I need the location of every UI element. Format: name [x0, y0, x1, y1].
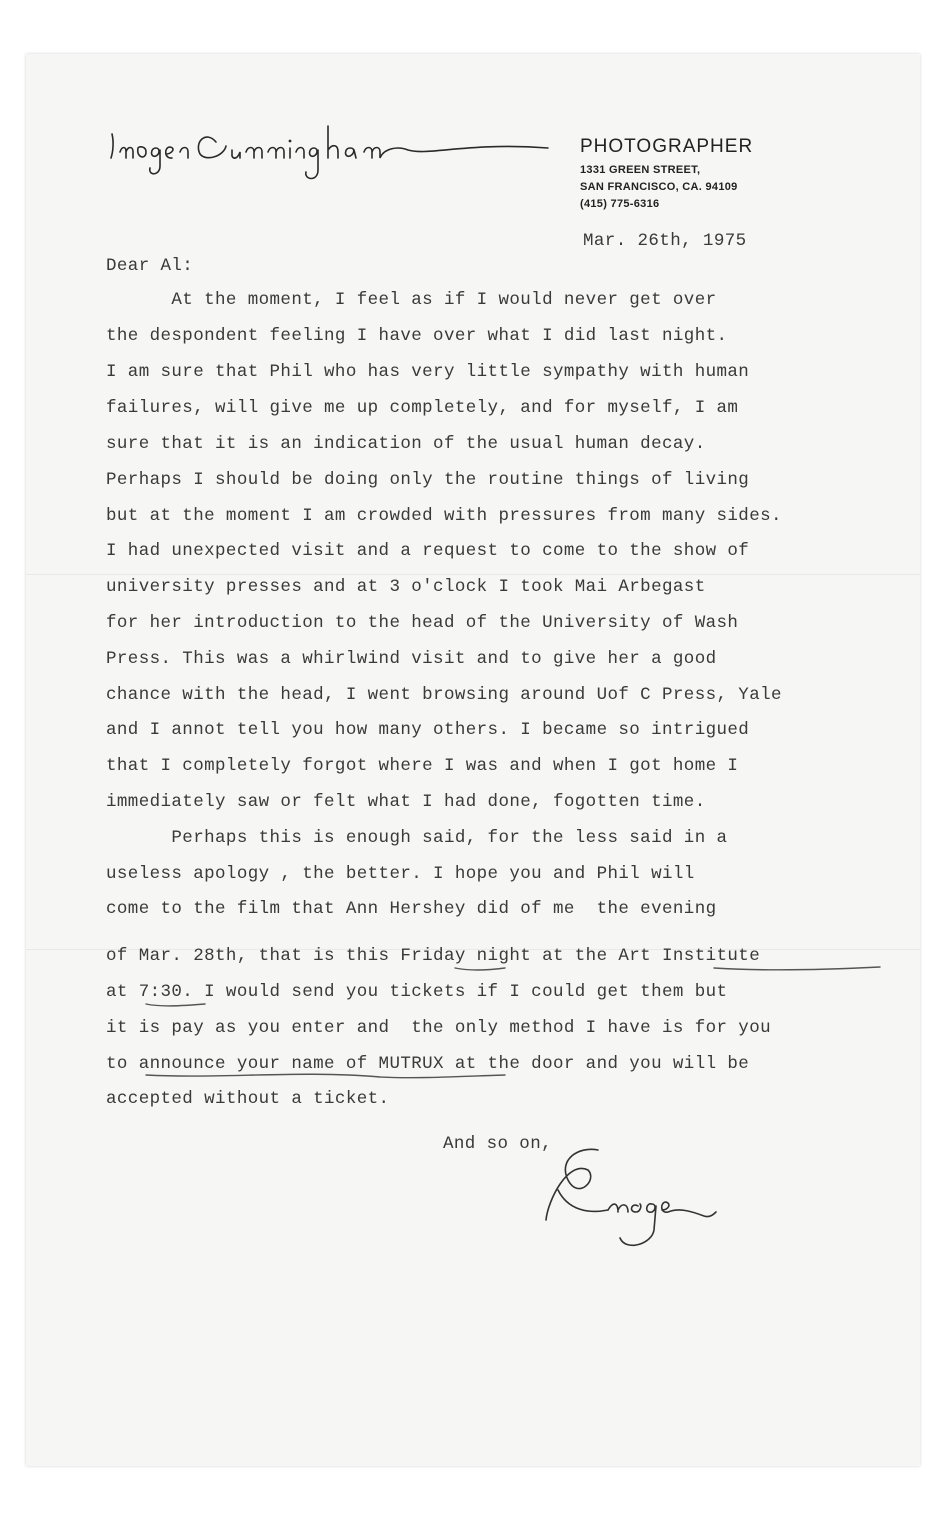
letter-line: for her introduction to the head of the University of Wash: [106, 613, 739, 633]
letter-line: At the moment, I feel as if I would never get over: [106, 290, 717, 310]
letter-line: I am sure that Phil who has very little sympathy with human: [106, 362, 750, 382]
letter-line: and I annot tell you how many others. I became so intrigued: [106, 720, 750, 740]
letterhead-phone: (415) 775-6316: [580, 198, 660, 210]
fold-line: [26, 574, 920, 575]
letter-line: come to the film that Ann Hershey did of me the evening: [106, 899, 717, 919]
letter-line: Perhaps this is enough said, for the less said in a: [106, 828, 728, 848]
letter-line: useless apology , the better. I hope you and Phil will: [106, 864, 695, 884]
letterhead-script-name: [108, 112, 558, 192]
letter-closing: And so on,: [443, 1134, 553, 1154]
letter-salutation: Dear Al:: [106, 256, 194, 276]
letter-line: chance with the head, I went browsing around Uof C Press, Yale: [106, 685, 782, 705]
letter-line: Press. This was a whirlwind visit and to give her a good: [106, 649, 717, 669]
letter-line: it is pay as you enter and the only method I have is for you: [106, 1018, 772, 1038]
letter-line: the despondent feeling I have over what I did last night.: [106, 326, 728, 346]
letter-line: I had unexpected visit and a request to come to the show of: [106, 541, 750, 561]
letter-line: to announce your name of MUTRUX at the door and you will be: [106, 1054, 750, 1074]
letter-line: university presses and at 3 o'clock I took Mai Arbegast: [106, 577, 706, 597]
letter-line: failures, will give me up completely, and for myself, I am: [106, 398, 739, 418]
letterhead-address-city: SAN FRANCISCO, CA. 94109: [580, 181, 738, 193]
letter-line: that I completely forgot where I was and when I got home I: [106, 756, 739, 776]
letter-date: Mar. 26th, 1975: [583, 231, 747, 251]
letterhead-address-street: 1331 GREEN STREET,: [580, 164, 701, 176]
letter-line: sure that it is an indication of the usual human decay.: [106, 434, 706, 454]
letter-line: at 7:30. I would send you tickets if I could get them but: [106, 982, 728, 1002]
letter-line: Perhaps I should be doing only the routine things of living: [106, 470, 750, 490]
letterhead-block: [580, 136, 753, 211]
letter-line: of Mar. 28th, that is this Friday night at the Art Institute: [106, 946, 761, 966]
letter-line: but at the moment I am crowded with pressures from many sides.: [106, 506, 782, 526]
handwritten-signature: [528, 1140, 728, 1260]
letterhead-title: PHOTOGRAPHER: [580, 136, 754, 157]
letter-line: immediately saw or felt what I had done, fogotten time.: [106, 792, 706, 812]
letter-line: accepted without a ticket.: [106, 1089, 390, 1109]
